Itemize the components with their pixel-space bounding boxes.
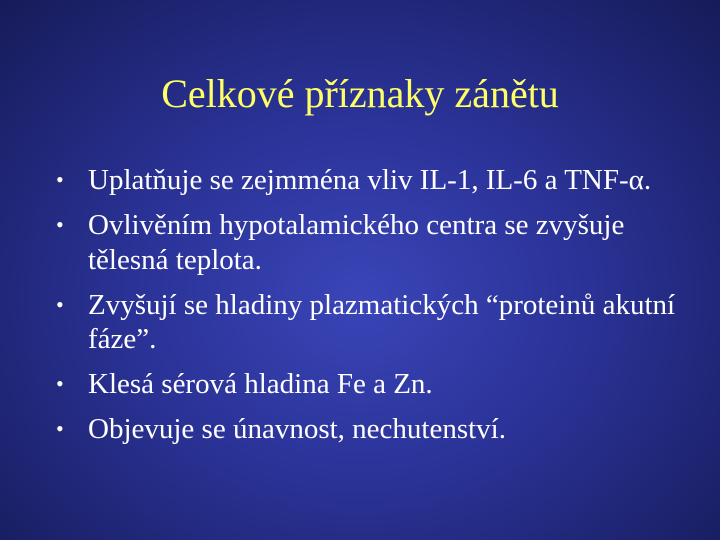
bullet-icon: • (56, 371, 64, 396)
bullet-text: Uplatňuje se zejmména vliv IL-1, IL-6 a TNF-α. (88, 164, 652, 196)
bullet-text: Zvyšují se hladiny plazmatických “proteinů akutní fáze”. (88, 288, 676, 355)
bullet-list (54, 163, 684, 457)
slide-title: Celkové příznaky zánětu (161, 71, 559, 116)
list-item (54, 208, 684, 277)
bullet-icon: • (56, 291, 64, 317)
bullet-icon: • (56, 416, 64, 441)
bullet-text: Ovlivěním hypotalamického centra se zvyšuje tělesná teplota. (88, 209, 625, 276)
bullet-text: Klesá sérová hladina Fe a Zn. (88, 368, 433, 400)
bullet-icon: • (56, 167, 64, 192)
list-item (54, 163, 684, 198)
list-item (54, 367, 684, 402)
bullet-text: Objevuje se únavnost, nechutenství. (88, 413, 506, 445)
bullet-icon: • (56, 212, 64, 237)
list-item (54, 412, 684, 447)
list-item (54, 288, 684, 357)
